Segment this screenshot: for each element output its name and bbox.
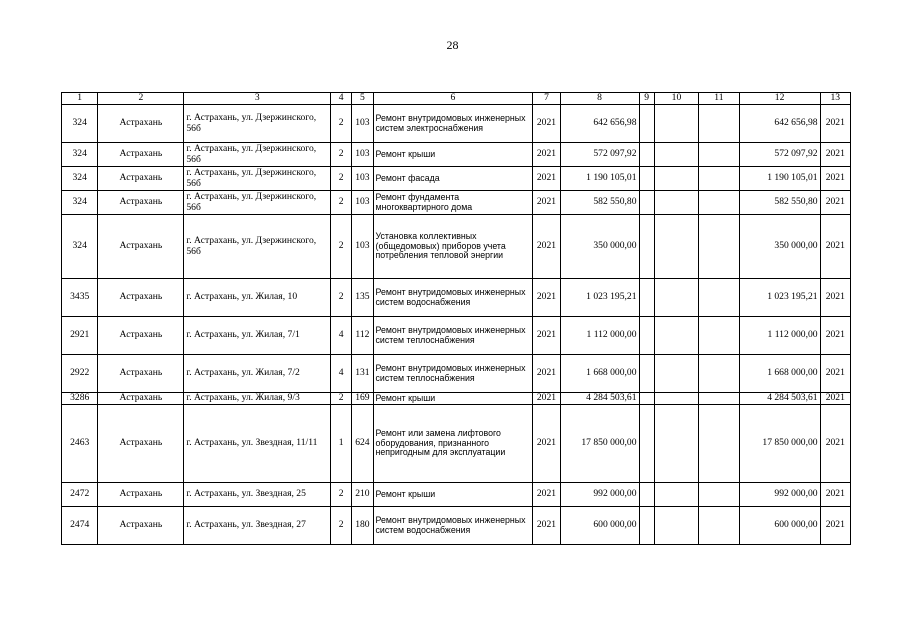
col-10-cell [654,167,699,191]
municipality-cell: Астрахань [98,167,184,191]
year-cell: 2021 [533,167,560,191]
municipality-cell: Астрахань [98,507,184,545]
work-type-cell: Ремонт крыши [373,143,533,167]
col-10-cell [654,483,699,507]
address-cell: г. Астрахань, ул. Жилая, 7/2 [184,355,331,393]
total-cost-cell: 992 000,00 [739,483,820,507]
col-9-cell [639,279,654,317]
completion-year-cell: 2021 [820,317,850,355]
work-type-cell: Ремонт внутридомовых инженерных систем водоснабжения [373,279,533,317]
column-header: 1 [62,93,98,105]
column-header: 4 [331,93,352,105]
cost-cell: 992 000,00 [560,483,639,507]
municipality-cell: Астрахань [98,317,184,355]
total-cost-cell: 642 656,98 [739,105,820,143]
col-10-cell [654,279,699,317]
col-4-cell: 2 [331,393,352,405]
table-row [62,405,851,483]
year-cell: 2021 [533,215,560,279]
column-header: 8 [560,93,639,105]
column-number-header-row [62,93,851,105]
col-10-cell [654,215,699,279]
col-11-cell [699,215,739,279]
col-11-cell [699,405,739,483]
col-4-cell: 4 [331,355,352,393]
completion-year-cell: 2021 [820,191,850,215]
column-header: 3 [184,93,331,105]
col-10-cell [654,507,699,545]
col-4-cell: 2 [331,105,352,143]
col-9-cell [639,507,654,545]
col-5-cell: 103 [352,167,373,191]
year-cell: 2021 [533,507,560,545]
object-id-cell: 2474 [62,507,98,545]
col-11-cell [699,105,739,143]
table-row [62,393,851,405]
cost-cell: 1 190 105,01 [560,167,639,191]
object-id-cell: 2921 [62,317,98,355]
year-cell: 2021 [533,405,560,483]
year-cell: 2021 [533,105,560,143]
completion-year-cell: 2021 [820,105,850,143]
cost-cell: 17 850 000,00 [560,405,639,483]
completion-year-cell: 2021 [820,507,850,545]
column-header: 5 [352,93,373,105]
total-cost-cell: 572 097,92 [739,143,820,167]
work-type-cell: Ремонт внутридомовых инженерных систем водоснабжения [373,507,533,545]
municipality-cell: Астрахань [98,393,184,405]
col-5-cell: 624 [352,405,373,483]
municipality-cell: Астрахань [98,355,184,393]
total-cost-cell: 1 112 000,00 [739,317,820,355]
object-id-cell: 324 [62,191,98,215]
column-header: 7 [533,93,560,105]
total-cost-cell: 582 550,80 [739,191,820,215]
col-11-cell [699,143,739,167]
table-row [62,215,851,279]
work-type-cell: Ремонт фундамента многоквартирного дома [373,191,533,215]
object-id-cell: 2472 [62,483,98,507]
col-5-cell: 103 [352,105,373,143]
cost-cell: 600 000,00 [560,507,639,545]
work-type-cell: Ремонт крыши [373,483,533,507]
table-row [62,143,851,167]
col-4-cell: 2 [331,279,352,317]
col-10-cell [654,105,699,143]
col-11-cell [699,167,739,191]
col-11-cell [699,279,739,317]
col-9-cell [639,191,654,215]
object-id-cell: 3435 [62,279,98,317]
page-number: 28 [446,38,459,52]
municipality-cell: Астрахань [98,215,184,279]
col-5-cell: 112 [352,317,373,355]
work-type-cell: Ремонт внутридомовых инженерных систем теплоснабжения [373,317,533,355]
completion-year-cell: 2021 [820,405,850,483]
cost-cell: 1 112 000,00 [560,317,639,355]
year-cell: 2021 [533,317,560,355]
completion-year-cell: 2021 [820,215,850,279]
col-5-cell: 103 [352,215,373,279]
address-cell: г. Астрахань, ул. Дзержинского, 56б [184,143,331,167]
col-9-cell [639,355,654,393]
table-row [62,507,851,545]
completion-year-cell: 2021 [820,279,850,317]
address-cell: г. Астрахань, ул. Жилая, 10 [184,279,331,317]
municipality-cell: Астрахань [98,483,184,507]
total-cost-cell: 600 000,00 [739,507,820,545]
col-4-cell: 2 [331,507,352,545]
col-4-cell: 2 [331,215,352,279]
year-cell: 2021 [533,279,560,317]
col-4-cell: 1 [331,405,352,483]
col-9-cell [639,393,654,405]
col-5-cell: 135 [352,279,373,317]
col-11-cell [699,355,739,393]
table-row [62,317,851,355]
col-11-cell [699,317,739,355]
cost-cell: 642 656,98 [560,105,639,143]
year-cell: 2021 [533,355,560,393]
work-type-cell: Ремонт или замена лифтового оборудования, признанного непригодным для эксплуатации [373,405,533,483]
total-cost-cell: 350 000,00 [739,215,820,279]
municipality-cell: Астрахань [98,279,184,317]
address-cell: г. Астрахань, ул. Звездная, 11/11 [184,405,331,483]
object-id-cell: 324 [62,143,98,167]
cost-cell: 1 668 000,00 [560,355,639,393]
col-5-cell: 169 [352,393,373,405]
total-cost-cell: 1 190 105,01 [739,167,820,191]
column-header: 13 [820,93,850,105]
completion-year-cell: 2021 [820,355,850,393]
table-row [62,105,851,143]
total-cost-cell: 1 668 000,00 [739,355,820,393]
table-row [62,483,851,507]
col-10-cell [654,405,699,483]
col-9-cell [639,167,654,191]
total-cost-cell: 1 023 195,21 [739,279,820,317]
col-5-cell: 103 [352,143,373,167]
col-10-cell [654,143,699,167]
col-9-cell [639,105,654,143]
total-cost-cell: 4 284 503,61 [739,393,820,405]
address-cell: г. Астрахань, ул. Дзержинского, 56б [184,105,331,143]
completion-year-cell: 2021 [820,167,850,191]
col-11-cell [699,507,739,545]
work-type-cell: Ремонт крыши [373,393,533,405]
cost-cell: 4 284 503,61 [560,393,639,405]
column-header: 11 [699,93,739,105]
address-cell: г. Астрахань, ул. Звездная, 25 [184,483,331,507]
cost-cell: 582 550,80 [560,191,639,215]
col-11-cell [699,191,739,215]
col-11-cell [699,393,739,405]
table-row [62,355,851,393]
repair-register-table [61,92,851,545]
address-cell: г. Астрахань, ул. Дзержинского, 56б [184,215,331,279]
work-type-cell: Установка коллективных (общедомовых) приборов учета потребления тепловой энергии [373,215,533,279]
column-header: 12 [739,93,820,105]
col-5-cell: 131 [352,355,373,393]
col-4-cell: 2 [331,167,352,191]
object-id-cell: 324 [62,105,98,143]
col-4-cell: 4 [331,317,352,355]
municipality-cell: Астрахань [98,105,184,143]
col-9-cell [639,483,654,507]
municipality-cell: Астрахань [98,405,184,483]
year-cell: 2021 [533,191,560,215]
table-row [62,167,851,191]
col-9-cell [639,215,654,279]
object-id-cell: 2463 [62,405,98,483]
col-11-cell [699,483,739,507]
col-5-cell: 103 [352,191,373,215]
address-cell: г. Астрахань, ул. Жилая, 7/1 [184,317,331,355]
address-cell: г. Астрахань, ул. Дзержинского, 56б [184,191,331,215]
work-type-cell: Ремонт внутридомовых инженерных систем теплоснабжения [373,355,533,393]
object-id-cell: 324 [62,215,98,279]
completion-year-cell: 2021 [820,143,850,167]
total-cost-cell: 17 850 000,00 [739,405,820,483]
column-header: 2 [98,93,184,105]
completion-year-cell: 2021 [820,393,850,405]
object-id-cell: 3286 [62,393,98,405]
year-cell: 2021 [533,393,560,405]
work-type-cell: Ремонт внутридомовых инженерных систем электроснабжения [373,105,533,143]
year-cell: 2021 [533,143,560,167]
completion-year-cell: 2021 [820,483,850,507]
col-4-cell: 2 [331,483,352,507]
table-row [62,191,851,215]
col-5-cell: 210 [352,483,373,507]
column-header: 9 [639,93,654,105]
address-cell: г. Астрахань, ул. Жилая, 9/3 [184,393,331,405]
col-9-cell [639,143,654,167]
object-id-cell: 2922 [62,355,98,393]
col-4-cell: 2 [331,143,352,167]
col-10-cell [654,191,699,215]
cost-cell: 1 023 195,21 [560,279,639,317]
cost-cell: 572 097,92 [560,143,639,167]
col-10-cell [654,393,699,405]
column-header: 10 [654,93,699,105]
address-cell: г. Астрахань, ул. Звездная, 27 [184,507,331,545]
col-9-cell [639,405,654,483]
cost-cell: 350 000,00 [560,215,639,279]
column-header: 6 [373,93,533,105]
year-cell: 2021 [533,483,560,507]
address-cell: г. Астрахань, ул. Дзержинского, 56б [184,167,331,191]
col-5-cell: 180 [352,507,373,545]
col-9-cell [639,317,654,355]
table-row [62,279,851,317]
col-10-cell [654,317,699,355]
municipality-cell: Астрахань [98,143,184,167]
object-id-cell: 324 [62,167,98,191]
work-type-cell: Ремонт фасада [373,167,533,191]
col-10-cell [654,355,699,393]
municipality-cell: Астрахань [98,191,184,215]
col-4-cell: 2 [331,191,352,215]
